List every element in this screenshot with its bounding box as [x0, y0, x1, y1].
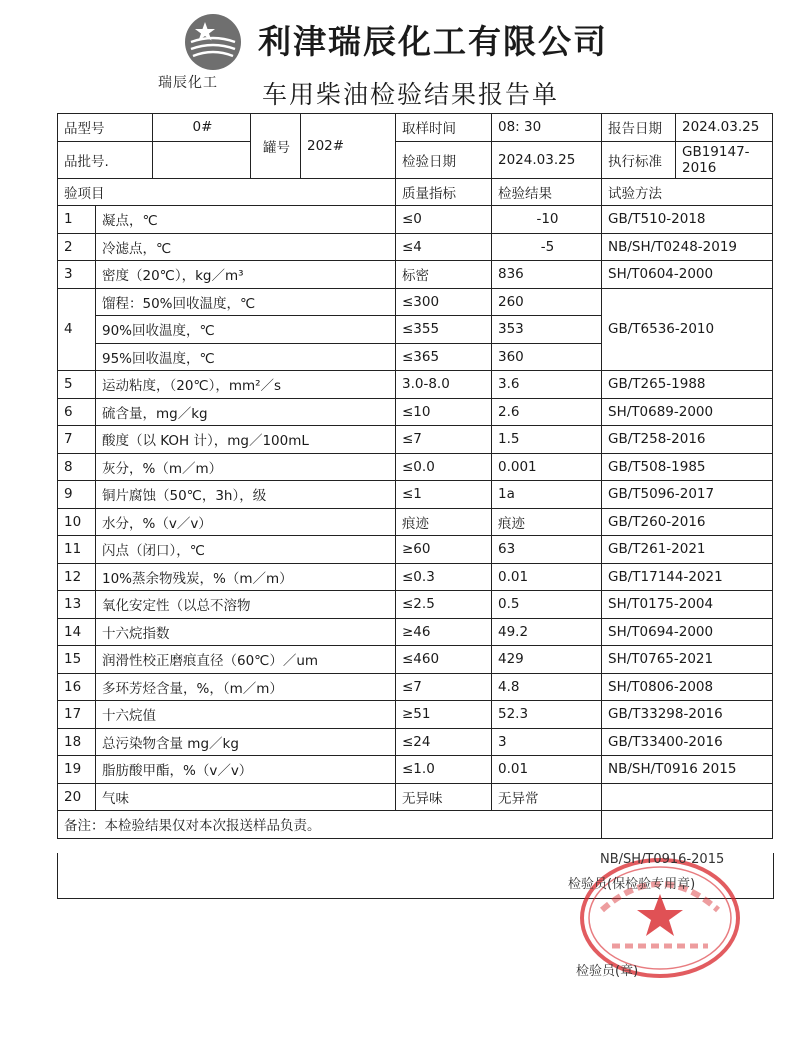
row-spec: ≤24	[396, 728, 492, 756]
row-spec: ≤1	[396, 481, 492, 509]
table-row	[58, 453, 773, 481]
col-spec-header: 质量指标	[396, 178, 492, 206]
row-method: GB/T258-2016	[602, 426, 773, 454]
table-row	[58, 728, 773, 756]
row-no: 12	[58, 563, 96, 591]
row-no: 17	[58, 701, 96, 729]
row-method: SH/T0689-2000	[602, 398, 773, 426]
sample-time-value: 08: 30	[492, 114, 602, 142]
row-result: 痕迹	[492, 508, 602, 536]
test-date-label: 检验日期	[396, 141, 492, 178]
row-spec: ≥46	[396, 618, 492, 646]
row-method: SH/T0765-2021	[602, 646, 773, 674]
tank-value: 202#	[301, 114, 396, 179]
stamp-overlap-text: NB/SH/T0916-2015	[600, 852, 725, 867]
row-result: 0.01	[492, 756, 602, 784]
row-method: GB/T265-1988	[602, 371, 773, 399]
row-method: SH/T0175-2004	[602, 591, 773, 619]
row-no: 9	[58, 481, 96, 509]
row-result: -10	[492, 206, 602, 234]
table-row	[58, 783, 773, 811]
table-row	[58, 646, 773, 674]
tank-label: 罐号	[251, 114, 301, 179]
row-spec: ≤460	[396, 646, 492, 674]
table-row	[58, 371, 773, 399]
row-item: 90%回收温度，℃	[96, 316, 396, 344]
row-item: 灰分，%（m／m）	[96, 453, 396, 481]
row-spec: ≤0.3	[396, 563, 492, 591]
row-method: SH/T0694-2000	[602, 618, 773, 646]
test-date-value: 2024.03.25	[492, 141, 602, 178]
row-spec: ≤10	[396, 398, 492, 426]
table-row	[58, 426, 773, 454]
row-spec: 3.0-8.0	[396, 371, 492, 399]
standard-value: GB19147-2016	[676, 141, 773, 178]
table-row	[58, 261, 773, 289]
table-row	[58, 206, 773, 234]
row-method: GB/T5096-2017	[602, 481, 773, 509]
row-item: 多环芳烃含量，%，（m／m）	[96, 673, 396, 701]
row-item: 润滑性校正磨痕直径（60℃）／um	[96, 646, 396, 674]
note-row	[58, 811, 773, 839]
row-spec: 标密	[396, 261, 492, 289]
company-name: 利津瑞辰化工有限公司	[258, 22, 608, 61]
row-item: 10%蒸余物残炭，%（m／m）	[96, 563, 396, 591]
inspector-label: 检验员(章)	[576, 964, 639, 979]
row-method: GB/T261-2021	[602, 536, 773, 564]
row-spec: ≤2.5	[396, 591, 492, 619]
row-result: 1a	[492, 481, 602, 509]
row-spec: ≤355	[396, 316, 492, 344]
row-result: 260	[492, 288, 602, 316]
model-label: 品型号	[58, 114, 153, 142]
row-result: 353	[492, 316, 602, 344]
row-item: 硫含量，mg／kg	[96, 398, 396, 426]
model-value: 0#	[153, 114, 251, 142]
row-no: 5	[58, 371, 96, 399]
report-date-value: 2024.03.25	[676, 114, 773, 142]
row-result: 429	[492, 646, 602, 674]
row-item: 馏程：50%回收温度，℃	[96, 288, 396, 316]
table-row	[58, 508, 773, 536]
row-no: 15	[58, 646, 96, 674]
row-item: 总污染物含量 mg／kg	[96, 728, 396, 756]
table-row	[58, 591, 773, 619]
table-row	[58, 536, 773, 564]
row-no: 16	[58, 673, 96, 701]
batch-label: 品批号.	[58, 141, 153, 178]
document-title: 车用柴油检验结果报告单	[262, 80, 560, 109]
row-no: 4	[58, 288, 96, 371]
row-no: 19	[58, 756, 96, 784]
col-method-header: 试验方法	[602, 178, 773, 206]
inspector-seal-label: 检验员(保检验专用章)	[568, 877, 696, 892]
info-row-2	[58, 141, 773, 178]
table-row	[58, 563, 773, 591]
table-row	[58, 233, 773, 261]
row-result: 0.01	[492, 563, 602, 591]
row-method: GB/T33298-2016	[602, 701, 773, 729]
info-row-1	[58, 114, 773, 142]
row-no: 7	[58, 426, 96, 454]
standard-label: 执行标准	[602, 141, 676, 178]
row-result: 63	[492, 536, 602, 564]
row-result: 836	[492, 261, 602, 289]
row-no: 6	[58, 398, 96, 426]
table-row	[58, 618, 773, 646]
row-item: 凝点，℃	[96, 206, 396, 234]
row-item: 脂肪酸甲酯，%（v／v）	[96, 756, 396, 784]
row-item: 气味	[96, 783, 396, 811]
row-item: 冷滤点，℃	[96, 233, 396, 261]
row-no: 2	[58, 233, 96, 261]
row-spec: ≤300	[396, 288, 492, 316]
col-result-header: 检验结果	[492, 178, 602, 206]
row-method: GB/T510-2018	[602, 206, 773, 234]
logo-text: 瑞辰化工	[158, 75, 218, 91]
table-row	[58, 481, 773, 509]
row-result: 49.2	[492, 618, 602, 646]
row-no: 11	[58, 536, 96, 564]
row-spec: ≤7	[396, 426, 492, 454]
row-item: 水分，%（v／v）	[96, 508, 396, 536]
row-result: 4.8	[492, 673, 602, 701]
row-item: 酸度（以 KOH 计），mg／100mL	[96, 426, 396, 454]
row-item: 运动粘度，（20℃），mm²／s	[96, 371, 396, 399]
table-row	[58, 398, 773, 426]
row-method: NB/SH/T0916 2015	[602, 756, 773, 784]
row-result: -5	[492, 233, 602, 261]
row-method: SH/T0806-2008	[602, 673, 773, 701]
table-row	[58, 756, 773, 784]
row-spec: 痕迹	[396, 508, 492, 536]
row-spec: ≤365	[396, 343, 492, 371]
note-blank	[602, 811, 773, 839]
row-spec: ≤0	[396, 206, 492, 234]
row-item: 十六烷值	[96, 701, 396, 729]
row-spec: ≤0.0	[396, 453, 492, 481]
row-no: 14	[58, 618, 96, 646]
row-method: GB/T260-2016	[602, 508, 773, 536]
row-spec: 无异味	[396, 783, 492, 811]
row-no: 13	[58, 591, 96, 619]
row-result: 3	[492, 728, 602, 756]
row-method: GB/T6536-2010	[602, 288, 773, 371]
row-item: 密度（20℃），kg／m³	[96, 261, 396, 289]
row-result: 0.001	[492, 453, 602, 481]
table-row	[58, 701, 773, 729]
row-spec: ≥60	[396, 536, 492, 564]
row-result: 3.6	[492, 371, 602, 399]
note-text: 备注：本检验结果仅对本次报送样品负责。	[58, 811, 602, 839]
row-spec: ≤4	[396, 233, 492, 261]
row-method	[602, 783, 773, 811]
row-no: 10	[58, 508, 96, 536]
row-result: 0.5	[492, 591, 602, 619]
col-item-header: 验项目	[58, 178, 396, 206]
row-result: 2.6	[492, 398, 602, 426]
row-item: 十六烷指数	[96, 618, 396, 646]
sample-time-label: 取样时间	[396, 114, 492, 142]
company-logo	[183, 12, 243, 72]
row-no: 20	[58, 783, 96, 811]
row-no: 1	[58, 206, 96, 234]
row-result: 360	[492, 343, 602, 371]
row-spec: ≤7	[396, 673, 492, 701]
row-no: 18	[58, 728, 96, 756]
row-item: 氧化安定性（以总不溶物	[96, 591, 396, 619]
report-date-label: 报告日期	[602, 114, 676, 142]
column-header-row	[58, 178, 773, 206]
row-spec: ≤1.0	[396, 756, 492, 784]
row-method: NB/SH/T0248-2019	[602, 233, 773, 261]
row-item: 闪点（闭口），℃	[96, 536, 396, 564]
table-row	[58, 288, 773, 316]
row-item: 95%回收温度，℃	[96, 343, 396, 371]
row-method: GB/T33400-2016	[602, 728, 773, 756]
row-result: 无异常	[492, 783, 602, 811]
row-item: 铜片腐蚀（50℃，3h），级	[96, 481, 396, 509]
row-method: SH/T0604-2000	[602, 261, 773, 289]
row-no: 8	[58, 453, 96, 481]
row-result: 1.5	[492, 426, 602, 454]
report-header	[0, 0, 800, 115]
inspection-table	[57, 113, 773, 839]
row-method: GB/T17144-2021	[602, 563, 773, 591]
batch-value	[153, 141, 251, 178]
row-no: 3	[58, 261, 96, 289]
row-method: GB/T508-1985	[602, 453, 773, 481]
table-row	[58, 673, 773, 701]
row-result: 52.3	[492, 701, 602, 729]
row-spec: ≥51	[396, 701, 492, 729]
